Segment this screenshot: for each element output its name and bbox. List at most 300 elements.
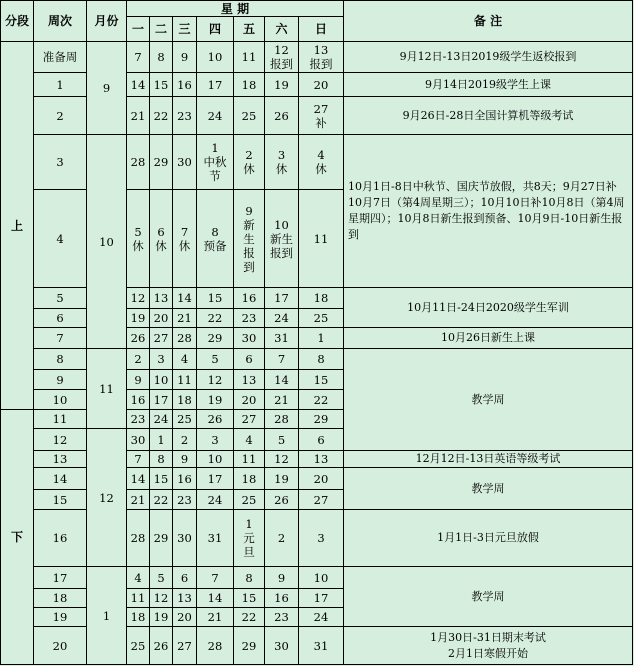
day-text: 22: [313, 392, 329, 407]
note-english-exam: 12月12日-13日英语等级考试: [344, 451, 633, 468]
day-text: 16: [177, 471, 192, 486]
day-cell: [150, 309, 173, 328]
day-cell: [197, 370, 234, 390]
day-text: 23: [177, 108, 192, 123]
day-text: 26: [153, 638, 169, 653]
day-cell: [299, 370, 344, 390]
header-day-3: 三: [173, 17, 197, 42]
day-cell: [173, 73, 197, 97]
week-cell: 5: [34, 288, 87, 309]
day-cell: [173, 97, 197, 135]
day-cell: [299, 97, 344, 135]
day-text: 24: [313, 610, 329, 624]
day-cell: [265, 608, 299, 627]
day-cell: [127, 370, 150, 390]
day-cell: [299, 567, 344, 589]
day-text: 30: [274, 638, 289, 653]
day-text: 29: [241, 638, 257, 653]
day-cell: [234, 73, 265, 97]
day-cell: [234, 567, 265, 589]
day-text: 27 补: [313, 101, 329, 130]
week-cell: 10: [34, 390, 87, 410]
day-cell: [150, 390, 173, 410]
day-text: 12: [153, 591, 169, 605]
day-cell: [127, 390, 150, 410]
day-cell: [150, 42, 173, 73]
day-text: 17: [153, 392, 169, 407]
day-text: 21: [274, 392, 289, 407]
day-cell: [150, 135, 173, 190]
day-text: 1: [157, 432, 165, 447]
day-cell: [265, 627, 299, 665]
week-cell: 8: [34, 349, 87, 370]
week-cell: 18: [34, 589, 87, 608]
day-cell: [173, 390, 197, 410]
day-text: 31: [274, 331, 289, 345]
day-text: 25: [313, 311, 329, 325]
day-text: 13: [313, 452, 329, 466]
day-cell: [234, 288, 265, 309]
day-cell: [127, 589, 150, 608]
day-cell: [265, 410, 299, 429]
day-cell: [234, 349, 265, 370]
day-text: 19: [274, 471, 289, 486]
day-text: 6: [245, 352, 253, 366]
note-computer-exam: 9月26日-28日全国计算机等级考试: [344, 97, 633, 135]
day-text: 16: [130, 392, 146, 407]
header-day-5: 五: [234, 17, 265, 42]
day-cell: [265, 370, 299, 390]
day-cell: [150, 328, 173, 349]
day-cell: [150, 468, 173, 490]
day-cell: [234, 390, 265, 410]
day-text: 29: [207, 331, 223, 345]
day-text: 25: [241, 492, 257, 507]
month-dec: 12: [87, 429, 127, 567]
day-cell: [150, 627, 173, 665]
day-text: 24: [207, 492, 223, 507]
day-cell: [299, 328, 344, 349]
day-cell: [197, 97, 234, 135]
day-text: 15: [153, 77, 169, 92]
day-text: 9: [277, 570, 286, 585]
day-text: 11: [130, 591, 146, 605]
day-cell: [234, 451, 265, 468]
day-cell: [299, 73, 344, 97]
day-text: 9: [180, 452, 189, 466]
day-text: 3: [317, 531, 325, 545]
day-cell: [150, 451, 173, 468]
day-text: 23: [130, 412, 146, 426]
day-cell: [197, 390, 234, 410]
day-cell: [299, 288, 344, 309]
day-cell: [197, 608, 234, 627]
day-text: 25: [177, 412, 192, 426]
day-text: 26: [207, 412, 223, 426]
note-exam-winter: [344, 627, 633, 665]
header-week: 周次: [34, 1, 87, 42]
week-cell: 准备周: [34, 42, 87, 73]
day-text: 2: [277, 531, 286, 545]
day-text: 10: [153, 372, 169, 387]
note-freshman-class: 10月26日新生上课: [344, 328, 633, 349]
week-cell: 20: [34, 627, 87, 665]
day-cell: [234, 608, 265, 627]
day-cell: [265, 73, 299, 97]
day-text: 8: [157, 50, 165, 64]
day-cell: [299, 490, 344, 510]
day-text: 16: [274, 591, 289, 605]
day-cell: [197, 468, 234, 490]
day-text: 7: [134, 452, 142, 466]
day-text: 14: [207, 591, 223, 605]
day-text: 12: [130, 291, 146, 305]
day-text: 28: [207, 638, 223, 653]
day-cell: [173, 328, 197, 349]
day-cell: [265, 390, 299, 410]
day-cell: [150, 97, 173, 135]
day-cell: [173, 468, 197, 490]
day-cell: [150, 589, 173, 608]
day-cell: [173, 451, 197, 468]
day-cell: [265, 429, 299, 451]
header-weekday-group: 星 期: [127, 1, 344, 17]
week-cell: 7: [34, 328, 87, 349]
day-cell: [265, 135, 299, 190]
day-text: 16: [177, 77, 192, 92]
day-cell: [197, 349, 234, 370]
day-cell: [234, 410, 265, 429]
week-cell: 14: [34, 468, 87, 490]
day-cell: [150, 190, 173, 288]
day-cell: [299, 608, 344, 627]
day-text: 3 休: [275, 148, 288, 176]
day-text: 8 预备: [203, 224, 227, 253]
day-text: 14: [130, 471, 146, 486]
day-cell: [150, 608, 173, 627]
week-cell: 6: [34, 309, 87, 328]
day-cell: [265, 567, 299, 589]
day-text: 14: [130, 77, 146, 92]
day-cell: [197, 190, 234, 288]
day-cell: [265, 97, 299, 135]
day-text: 31: [207, 531, 223, 545]
day-cell: [197, 490, 234, 510]
day-cell: [127, 510, 150, 567]
day-cell: [234, 510, 265, 567]
day-text: 8: [317, 352, 325, 366]
day-text: 19: [274, 77, 289, 92]
day-text: 29: [153, 531, 169, 545]
day-text: 11: [241, 452, 257, 466]
day-cell: [127, 410, 150, 429]
segment-first: 上: [1, 42, 34, 410]
day-cell: [173, 567, 197, 589]
day-text: 25: [241, 108, 257, 123]
day-cell: [127, 328, 150, 349]
day-text: 17: [313, 591, 329, 605]
day-text: 7 休: [178, 224, 191, 253]
day-text: 21: [207, 610, 223, 624]
day-cell: [234, 190, 265, 288]
header-day-2: 二: [150, 17, 173, 42]
month-sep: 9: [87, 42, 127, 135]
day-text: 15: [207, 291, 223, 305]
header-day-1: 一: [127, 17, 150, 42]
day-text: 18: [241, 471, 257, 486]
month-oct: 10: [87, 135, 127, 349]
day-text: 23: [177, 492, 192, 507]
day-text: 14: [274, 372, 289, 387]
day-text: 30: [177, 155, 192, 169]
day-text: 9 新 生 报 到: [243, 203, 255, 274]
day-text: 1: [317, 331, 325, 345]
header-month: 月份: [87, 1, 127, 42]
week-cell: 17: [34, 567, 87, 589]
day-cell: [127, 490, 150, 510]
day-cell: [197, 42, 234, 73]
day-text: 27: [241, 412, 257, 426]
day-cell: [234, 468, 265, 490]
day-cell: [299, 429, 344, 451]
week-cell: 4: [34, 190, 87, 288]
day-cell: [299, 410, 344, 429]
day-cell: [299, 468, 344, 490]
day-text: 18: [177, 392, 192, 407]
day-cell: [299, 309, 344, 328]
day-text: 28: [130, 155, 146, 169]
day-text: 1 元 旦: [243, 517, 255, 559]
day-cell: [150, 567, 173, 589]
week-cell: 11: [34, 410, 87, 429]
day-text: 7: [277, 352, 286, 366]
day-cell: [150, 410, 173, 429]
week-cell: 1: [34, 73, 87, 97]
day-cell: [265, 490, 299, 510]
day-cell: [173, 349, 197, 370]
day-text: 15: [241, 591, 257, 605]
day-cell: [127, 288, 150, 309]
day-text: 5: [157, 570, 165, 585]
day-cell: [265, 451, 299, 468]
day-text: 10: [207, 50, 223, 64]
day-cell: [197, 567, 234, 589]
day-text: 18: [313, 291, 329, 305]
month-jan: 1: [87, 567, 127, 665]
day-cell: [127, 429, 150, 451]
day-text: 12 报到: [270, 43, 293, 71]
day-text: 19: [153, 610, 169, 624]
note-first-class: 9月14日2019级学生上课: [344, 73, 633, 97]
day-cell: [234, 135, 265, 190]
day-text: 22: [207, 311, 223, 325]
day-cell: [127, 608, 150, 627]
day-text: 4: [134, 570, 142, 585]
day-cell: [234, 490, 265, 510]
day-text: 28: [177, 331, 192, 345]
day-cell: [150, 349, 173, 370]
day-text: 4: [245, 432, 253, 447]
day-cell: [173, 135, 197, 190]
day-cell: [173, 410, 197, 429]
day-text: 21: [130, 492, 146, 507]
day-text: 21: [130, 108, 146, 123]
day-text: 30: [130, 432, 146, 447]
day-cell: [150, 73, 173, 97]
week-cell: 19: [34, 608, 87, 627]
day-cell: [234, 97, 265, 135]
day-text: 16: [241, 291, 257, 305]
day-text: 13: [177, 591, 192, 605]
day-text: 10: [207, 452, 223, 466]
day-text: 11: [313, 231, 329, 246]
day-cell: [265, 309, 299, 328]
day-cell: [265, 328, 299, 349]
day-text: 30: [241, 331, 257, 345]
day-cell: [234, 328, 265, 349]
day-text: 3: [157, 352, 165, 366]
day-text: 4 休: [315, 148, 327, 176]
day-text: 28: [274, 412, 289, 426]
day-text: 15: [313, 372, 329, 387]
day-text: 26: [130, 331, 146, 345]
day-text: 22: [241, 610, 257, 624]
day-cell: [234, 370, 265, 390]
day-cell: [265, 288, 299, 309]
day-cell: [265, 42, 299, 73]
day-cell: [127, 451, 150, 468]
day-cell: [299, 451, 344, 468]
day-text: 2: [134, 352, 142, 366]
day-text: 12: [207, 372, 223, 387]
day-text: 17: [207, 77, 223, 92]
week-cell: 3: [34, 135, 87, 190]
segment-second: 下: [1, 410, 34, 665]
day-cell: [197, 510, 234, 567]
day-text: 22: [153, 492, 169, 507]
note-teaching-week-2: 教学周: [344, 468, 633, 510]
day-text: 20: [153, 311, 169, 325]
day-text: 11: [177, 372, 192, 387]
day-text: 20: [241, 392, 257, 407]
day-cell: [234, 429, 265, 451]
day-cell: [173, 370, 197, 390]
day-cell: [127, 42, 150, 73]
day-cell: [127, 567, 150, 589]
day-text: 13: [241, 372, 257, 387]
day-cell: [127, 97, 150, 135]
day-cell: [265, 349, 299, 370]
day-text: 6 休: [155, 224, 167, 253]
day-text: 11: [241, 50, 257, 64]
day-text: 13 报到: [309, 43, 333, 71]
day-text: 21: [177, 311, 192, 325]
day-cell: [299, 390, 344, 410]
week-cell: 2: [34, 97, 87, 135]
header-day-7: 日: [299, 17, 344, 42]
day-cell: [265, 589, 299, 608]
day-text: 8: [245, 570, 253, 585]
day-cell: [150, 429, 173, 451]
week-cell: 13: [34, 451, 87, 468]
day-text: 14: [177, 291, 192, 305]
day-text: 4: [180, 352, 189, 366]
day-cell: [197, 451, 234, 468]
day-cell: [265, 510, 299, 567]
week-cell: 12: [34, 429, 87, 451]
day-cell: [197, 627, 234, 665]
note-teaching-week-1: 教学周: [344, 349, 633, 451]
day-cell: [173, 429, 197, 451]
day-text: 10 新生 报到: [270, 217, 293, 260]
note-holiday: 10月1日-8日中秋节、国庆节放假，共8天；9月27日补10月7日（第4周星期三）；10月10日补10月8日（第4周星期四）；10月8日新生报到预备、10月9日-10日新生报到: [344, 135, 633, 288]
day-cell: [127, 135, 150, 190]
day-cell: [173, 309, 197, 328]
day-cell: [127, 349, 150, 370]
month-nov: 11: [87, 349, 127, 429]
note-military-training: 10月11日-24日2020级学生军训: [344, 288, 633, 328]
day-cell: [265, 468, 299, 490]
week-cell: 15: [34, 490, 87, 510]
day-text: 6: [180, 570, 189, 585]
day-cell: [197, 309, 234, 328]
day-text: 9: [180, 50, 189, 64]
day-text: 19: [207, 392, 223, 407]
week-cell: 16: [34, 510, 87, 567]
day-text: 20: [313, 77, 329, 92]
note-new-year: 1月1日-3日元旦放假: [344, 510, 633, 567]
day-cell: [197, 135, 234, 190]
header-day-4: 四: [197, 17, 234, 42]
day-text: 9: [134, 372, 142, 387]
day-cell: [173, 589, 197, 608]
day-text: 23: [241, 311, 257, 325]
day-text: 29: [153, 155, 169, 169]
day-cell: [150, 510, 173, 567]
day-cell: [234, 589, 265, 608]
day-text: 5: [277, 432, 286, 447]
day-text: 12: [274, 452, 289, 466]
day-text: 31: [313, 638, 329, 653]
day-text: 27: [177, 638, 192, 653]
day-cell: [173, 190, 197, 288]
day-text: 1 中秋 节: [203, 141, 227, 183]
note-teaching-week-3: 教学周: [344, 567, 633, 627]
day-text: 5: [211, 352, 219, 366]
day-text: 17: [274, 291, 289, 305]
day-text: 2: [180, 432, 189, 447]
day-cell: [127, 190, 150, 288]
day-cell: [173, 510, 197, 567]
day-text: 13: [153, 291, 169, 305]
note-return: 9月12日-13日2019级学生返校报到: [344, 42, 633, 73]
day-cell: [197, 589, 234, 608]
day-cell: [299, 135, 344, 190]
note-winter-break: 2月1日寒假开始: [448, 646, 528, 660]
day-text: 2 休: [243, 148, 255, 176]
day-cell: [234, 627, 265, 665]
day-cell: [234, 309, 265, 328]
day-text: 26: [274, 108, 289, 123]
day-text: 26: [274, 492, 289, 507]
day-cell: [265, 190, 299, 288]
day-cell: [234, 42, 265, 73]
day-cell: [197, 328, 234, 349]
day-text: 7: [211, 570, 219, 585]
day-cell: [173, 608, 197, 627]
note-final-exam: 1月30日-31日期末考试: [430, 630, 546, 644]
header-day-6: 六: [265, 17, 299, 42]
